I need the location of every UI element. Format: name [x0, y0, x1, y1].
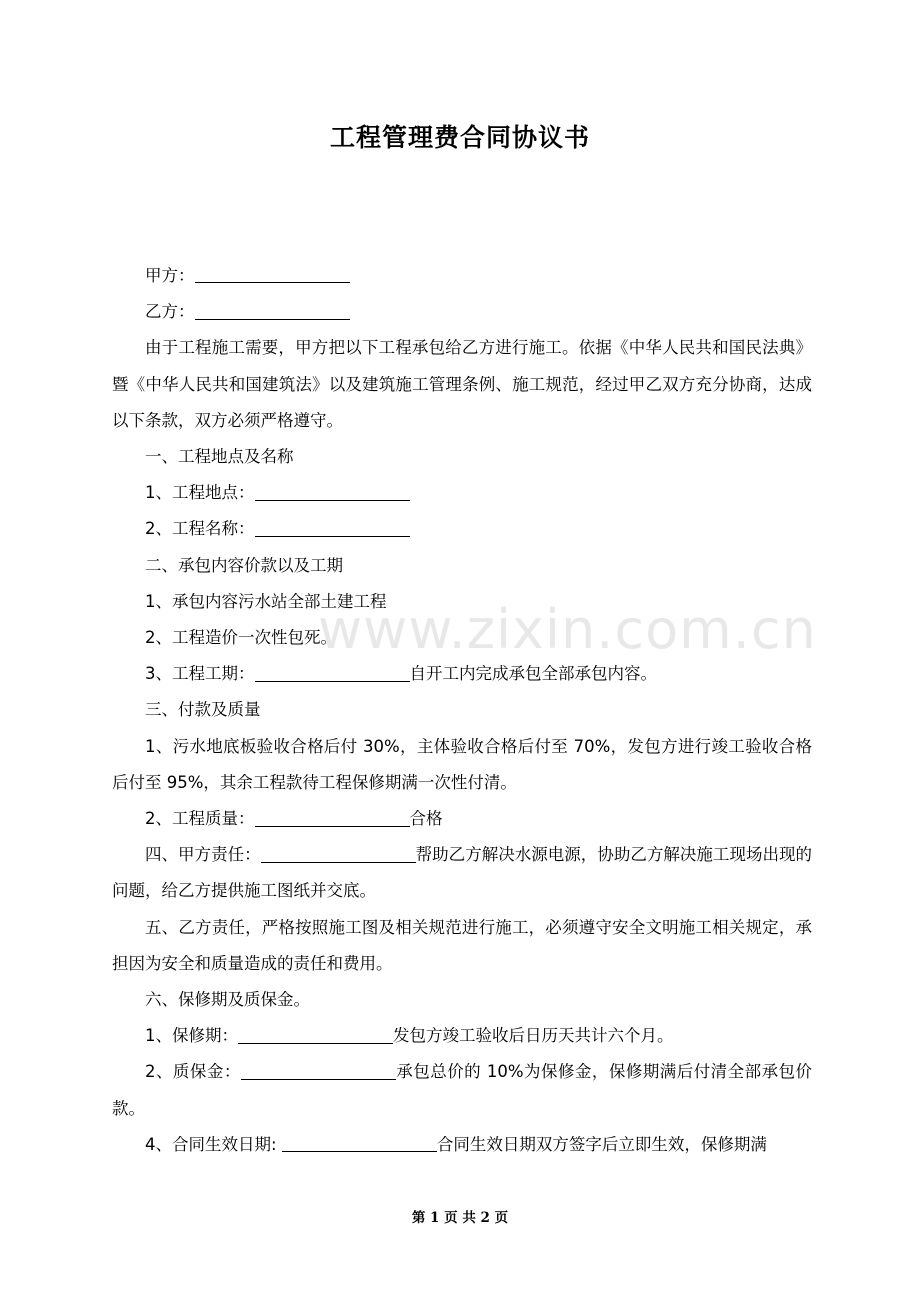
- section-5-paragraph: 五、乙方责任，严格按照施工图及相关规范进行施工，必须遵守安全文明施工相关规定，承担因为安全和质量造成的责任和费用。: [112, 917, 812, 973]
- retention-text: 承包总价的 10%为保修金，保修期满后付清全部承包价款。: [112, 1062, 813, 1118]
- project-name-line: [112, 511, 812, 547]
- construction-period-label: 3、工程工期：: [145, 664, 255, 684]
- payment-terms-paragraph: 1、污水地底板验收合格后付 30%，主体验收合格后付至 70%，发包方进行竣工验收合格后付至 95%，其余工程款待工程保修期满一次性付清。: [112, 736, 812, 792]
- quality-line: [112, 801, 812, 837]
- contract-price-line: 2、工程造价一次性包死。: [145, 628, 337, 648]
- page-footer: 第 1 页 共 2 页: [411, 1210, 509, 1226]
- warranty-period-line: [112, 1018, 812, 1054]
- party-a-duty-text: 帮助乙方解决水源电源，协助乙方解决施工现场出现的问题，给乙方提供施工图纸并交底。: [112, 845, 813, 901]
- section-4-paragraph: [112, 837, 812, 909]
- construction-period-text: 自开工内完成承包全部承包内容。: [409, 664, 657, 684]
- retention-blank: [241, 1062, 396, 1080]
- document-title: 工程管理费合同协议书: [329, 123, 590, 152]
- project-location-label: 1、工程地点：: [145, 483, 255, 503]
- party-a-duty-label: 四、甲方责任：: [145, 845, 261, 865]
- section-6-heading: 六、保修期及质保金。: [145, 990, 310, 1010]
- effective-date-line: [112, 1127, 812, 1163]
- section-2-heading: 二、承包内容价款以及工期: [145, 555, 343, 575]
- party-a-label: 甲方：: [145, 266, 195, 285]
- party-b-label: 乙方：: [145, 302, 195, 322]
- document-body: [112, 258, 812, 1163]
- warranty-period-blank: [238, 1026, 393, 1044]
- effective-date-text: 合同生效日期双方签字后立即生效，保修期满: [436, 1134, 767, 1154]
- watermark: www.zixin.com.cn: [318, 598, 817, 661]
- effective-date-label: 4、合同生效日期:: [145, 1134, 282, 1154]
- party-a-blank: [195, 266, 350, 284]
- party-b-line: [112, 294, 812, 330]
- quality-label: 2、工程质量：: [145, 809, 255, 829]
- retention-label: 2、质保金：: [145, 1062, 241, 1082]
- warranty-period-text: 发包方竣工验收后日历天共计六个月。: [393, 1026, 674, 1046]
- project-name-blank: [255, 519, 410, 537]
- intro-paragraph: 由于工程施工需要，甲方把以下工程承包给乙方进行施工。依据《中华人民共和国民法典》暨《中华人民共和国建筑法》以及建筑施工管理条例、施工规范，经过甲乙双方充分协商，达成以下条款，双方必须严格遵守。: [112, 338, 812, 430]
- construction-period-blank: [255, 664, 410, 682]
- quality-text: 合格: [409, 809, 443, 829]
- effective-date-blank: [282, 1135, 437, 1153]
- party-a-line: [112, 258, 812, 294]
- construction-period-line: [112, 656, 812, 692]
- party-b-blank: [195, 302, 350, 320]
- project-location-blank: [255, 483, 410, 501]
- retention-line: [112, 1054, 812, 1126]
- warranty-period-label: 1、保修期：: [145, 1026, 238, 1046]
- contract-scope-line: 1、承包内容污水站全部土建工程: [145, 591, 387, 611]
- quality-blank: [255, 809, 410, 827]
- project-name-label: 2、工程名称：: [145, 519, 255, 539]
- project-location-line: [112, 475, 812, 511]
- party-a-duty-blank: [261, 845, 416, 863]
- section-1-heading: 一、工程地点及名称: [145, 447, 294, 467]
- section-3-heading: 三、付款及质量: [145, 700, 261, 720]
